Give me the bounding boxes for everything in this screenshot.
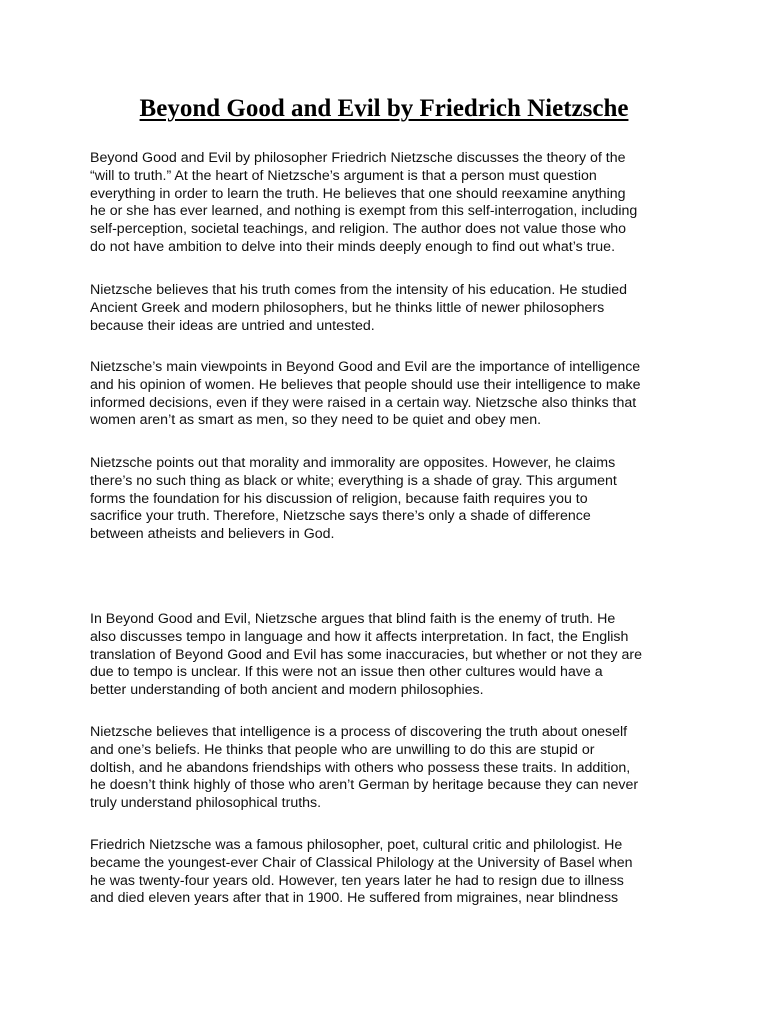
paragraph-line: Nietzsche points out that morality and immorality are opposites. However, he claims bbox=[90, 455, 616, 471]
paragraph-6 bbox=[90, 724, 690, 813]
paragraph-line: Beyond Good and Evil by philosopher Friedrich Nietzsche discusses the theory of the bbox=[90, 150, 626, 166]
paragraph-line: doltish, and he abandons friendships with others who possess these traits. In addition, bbox=[90, 759, 631, 776]
paragraph-line: forms the foundation for his discussion of religion, because faith requires you to bbox=[90, 490, 588, 507]
paragraph-line: he was twenty-four years old. However, ten years later he had to resign due to illness bbox=[90, 872, 624, 889]
paragraph-line: due to tempo is unclear. If this were not an issue then other cultures would have a bbox=[90, 664, 603, 681]
paragraph-line: there’s no such thing as black or white; everything is a shade of gray. This argument bbox=[90, 472, 617, 489]
paragraph-line: “will to truth.” At the heart of Nietzsche’s argument is that a person must question bbox=[90, 167, 597, 184]
paragraph-line: everything in order to learn the truth. He believes that one should reexamine anything bbox=[90, 185, 626, 202]
paragraph-5 bbox=[90, 611, 690, 700]
paragraph-line: and his opinion of women. He believes that people should use their intelligence to make bbox=[90, 376, 641, 393]
paragraph-line: self-perception, societal teachings, and religion. The author does not value those who bbox=[90, 221, 627, 238]
paragraph-line: women aren’t as smart as men, so they need to be quiet and obey men. bbox=[90, 412, 542, 429]
paragraph-line: and died eleven years after that in 1900. He suffered from migraines, near blindness bbox=[90, 890, 619, 907]
paragraph-line: sacrifice your truth. Therefore, Nietzsche says there’s only a shade of difference bbox=[90, 508, 591, 525]
document-title: Beyond Good and Evil by Friedrich Nietzsche bbox=[139, 95, 629, 122]
paragraph-1 bbox=[90, 150, 690, 257]
paragraph-line: Nietzsche believes that intelligence is a process of discovering the truth about oneself bbox=[90, 724, 628, 740]
paragraph-line: Friedrich Nietzsche was a famous philosopher, poet, cultural critic and philologist. He bbox=[90, 837, 623, 853]
paragraph-line: and one’s beliefs. He thinks that people who are unwilling to do this are stupid or bbox=[90, 741, 595, 758]
paragraph-line: between atheists and believers in God. bbox=[90, 526, 335, 543]
paragraph-line: he doesn’t think highly of those who aren’t German by heritage because they can never bbox=[90, 777, 639, 794]
paragraph-line: also discusses tempo in language and how it affects interpretation. In fact, the English bbox=[90, 628, 629, 645]
paragraph-line: because their ideas are untried and untested. bbox=[90, 317, 375, 334]
paragraph-line: better understanding of both ancient and modern philosophies. bbox=[90, 682, 484, 699]
paragraph-line: he or she has ever learned, and nothing is exempt from this self-interrogation, including bbox=[90, 203, 638, 220]
paragraph-3 bbox=[90, 359, 690, 430]
paragraph-7 bbox=[90, 837, 690, 908]
paragraph-4 bbox=[90, 455, 690, 544]
paragraph-line: translation of Beyond Good and Evil has some inaccuracies, but whether or not they are bbox=[90, 646, 643, 663]
paragraph-line: do not have ambition to delve into their minds deeply enough to find out what’s true. bbox=[90, 238, 616, 255]
paragraph-line: informed decisions, even if they were raised in a certain way. Nietzsche also thinks that bbox=[90, 394, 637, 411]
paragraph-line: Ancient Greek and modern philosophers, but he thinks little of newer philosophers bbox=[90, 299, 605, 316]
paragraph-line: truly understand philosophical truths. bbox=[90, 795, 322, 812]
paragraph-line: In Beyond Good and Evil, Nietzsche argues that blind faith is the enemy of truth. He bbox=[90, 611, 616, 627]
paragraph-line: became the youngest-ever Chair of Classical Philology at the University of Basel when bbox=[90, 854, 633, 871]
paragraph-2 bbox=[90, 282, 690, 335]
paragraph-line: Nietzsche believes that his truth comes from the intensity of his education. He studied bbox=[90, 282, 628, 298]
paragraph-line: Nietzsche’s main viewpoints in Beyond Good and Evil are the importance of intelligence bbox=[90, 359, 641, 375]
